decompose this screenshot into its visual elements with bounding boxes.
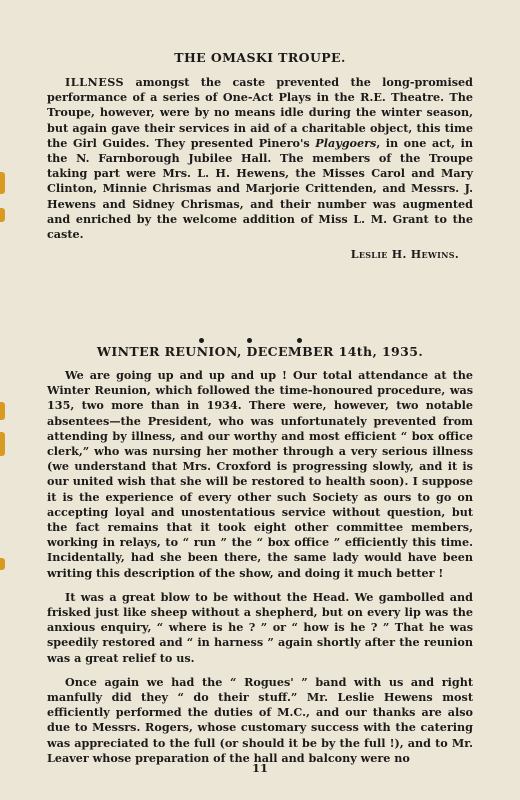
binding-mark (0, 208, 5, 222)
separator-dot (199, 338, 204, 343)
reunion-paragraph-3: Once again we had the “ Rogues' ” band with us and right manfully did they “ do their stuff.” Mr. Leslie Hewens most efficiently performed the duties of M.C., and our thanks are also due to Messrs. Rogers, whose customary success with the catering was appreciated to the full (or should it be by the full !), and to Mr. Leaver whose preparation of the hall and balcony were no (47, 674, 473, 765)
binding-mark (0, 432, 5, 456)
binding-mark (0, 558, 5, 570)
separator-dot (297, 338, 302, 343)
first-word: ILLNESS (65, 75, 125, 89)
omaski-paragraph (47, 75, 473, 242)
author-signature: Leslie H. Hewins. (350, 248, 459, 262)
page-number: 11 (251, 761, 268, 775)
binding-mark (0, 172, 5, 194)
section-title-omaski: THE OMASKI TROUPE. (174, 50, 346, 65)
reunion-paragraph-1: We are going up and up and up ! Our total attendance at the Winter Reunion, which followed the time-honoured procedure, was 135, two more than in 1934. There were, however, two notable absentees—the President, who was unfortunately prevented from attending by illness, and our worthy and most efficient “ box office clerk,” who was nursing her mother through a very serious illness (we understand that Mrs. Croxford is progressing slowly, and it is our united wish that she will be restored to health soon). I suppose it is the experience of every other such Society as ours to go on accepting loyal and unostentatious service without question, but the fact remains that it took eight other committee members, working in relays, to “ run ” the “ box office ” efficiently this time. Incidentally, had she been there, the same lady would have been writing this description of the show, and doing it much better ! (47, 368, 473, 580)
reunion-section (47, 344, 473, 766)
play-title: Playgoers (315, 135, 377, 150)
text-segment: , in one act, in the N. Farnborough Jubilee Hall. The members of the Troupe taking part were Mrs. L. H. Hewens, the Misses Carol and Mary Clinton, Minnie Chrismas and Marjorie Crittenden, and Messrs. J. Hewens and Sidney Chrismas, and their number was augmented and enriched by the welcome addition of Miss L. M. Grant to the caste. (47, 135, 473, 242)
section-title-reunion: WINTER REUNION, DECEMBER 14th, 1935. (96, 344, 424, 359)
page-content (47, 50, 473, 775)
reunion-paragraph-2: It was a great blow to be without the Head. We gambolled and frisked just like sheep without a shepherd, but on every lip was the anxious enquiry, “ where is he ? ” or “ how is he ? ” That he was speedily restored and “ in harness ” again shortly after the reunion was a great relief to us. (47, 589, 473, 665)
binding-mark (0, 402, 5, 420)
text-segment: amongst the caste prevented the long-promised performance of a series of One-Act Plays in the R.E. Theatre. The Troupe, however, were by no means idle during the winter season, but again gave their services in aid of a charitable object, this time the Girl Guides. They presented Pinero's (47, 75, 473, 150)
separator-dot (247, 338, 252, 343)
